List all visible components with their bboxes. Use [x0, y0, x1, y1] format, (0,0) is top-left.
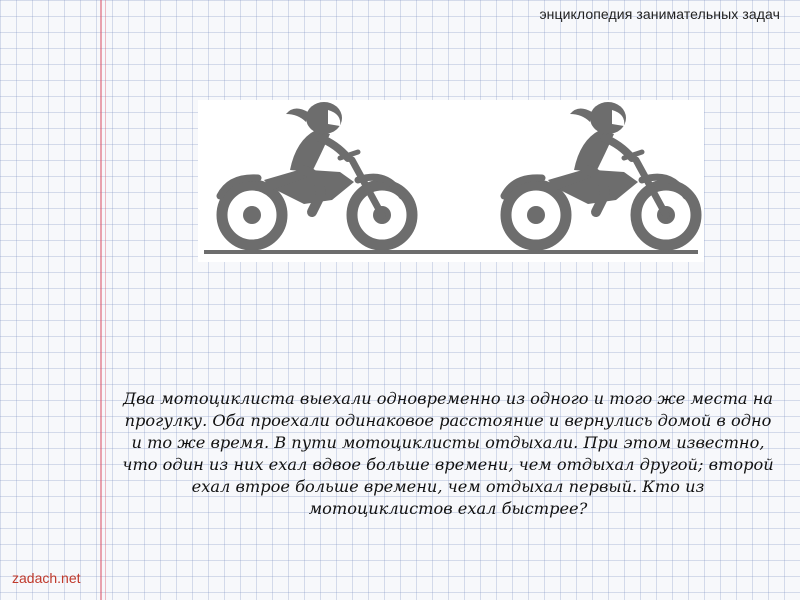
illustration: [198, 100, 704, 262]
notebook-margin-line-inner: [105, 0, 106, 600]
site-url[interactable]: zadach.net: [12, 570, 81, 586]
site-title: энциклопедия занимательных задач: [539, 6, 780, 22]
notebook-margin-line: [100, 0, 102, 600]
motorcyclist-right-icon: [504, 102, 696, 245]
road-line: [204, 250, 698, 254]
problem-text: Два мотоциклиста выехали одновременно из одного и того же места на прогулку. Оба проехали одинаковое расстояние и вернулись домой в одно и то же время. В пути мотоциклисты отдыхали. При этом известно, что один из них ехал вдвое больше времени, чем отдыхал другой; второй ехал втрое больше времени, чем отдыхал первый. Кто из мотоциклистов ехал быстрее?: [122, 389, 774, 518]
motorcyclists-illustration: [198, 100, 704, 262]
motorcyclist-left-icon: [220, 102, 412, 245]
